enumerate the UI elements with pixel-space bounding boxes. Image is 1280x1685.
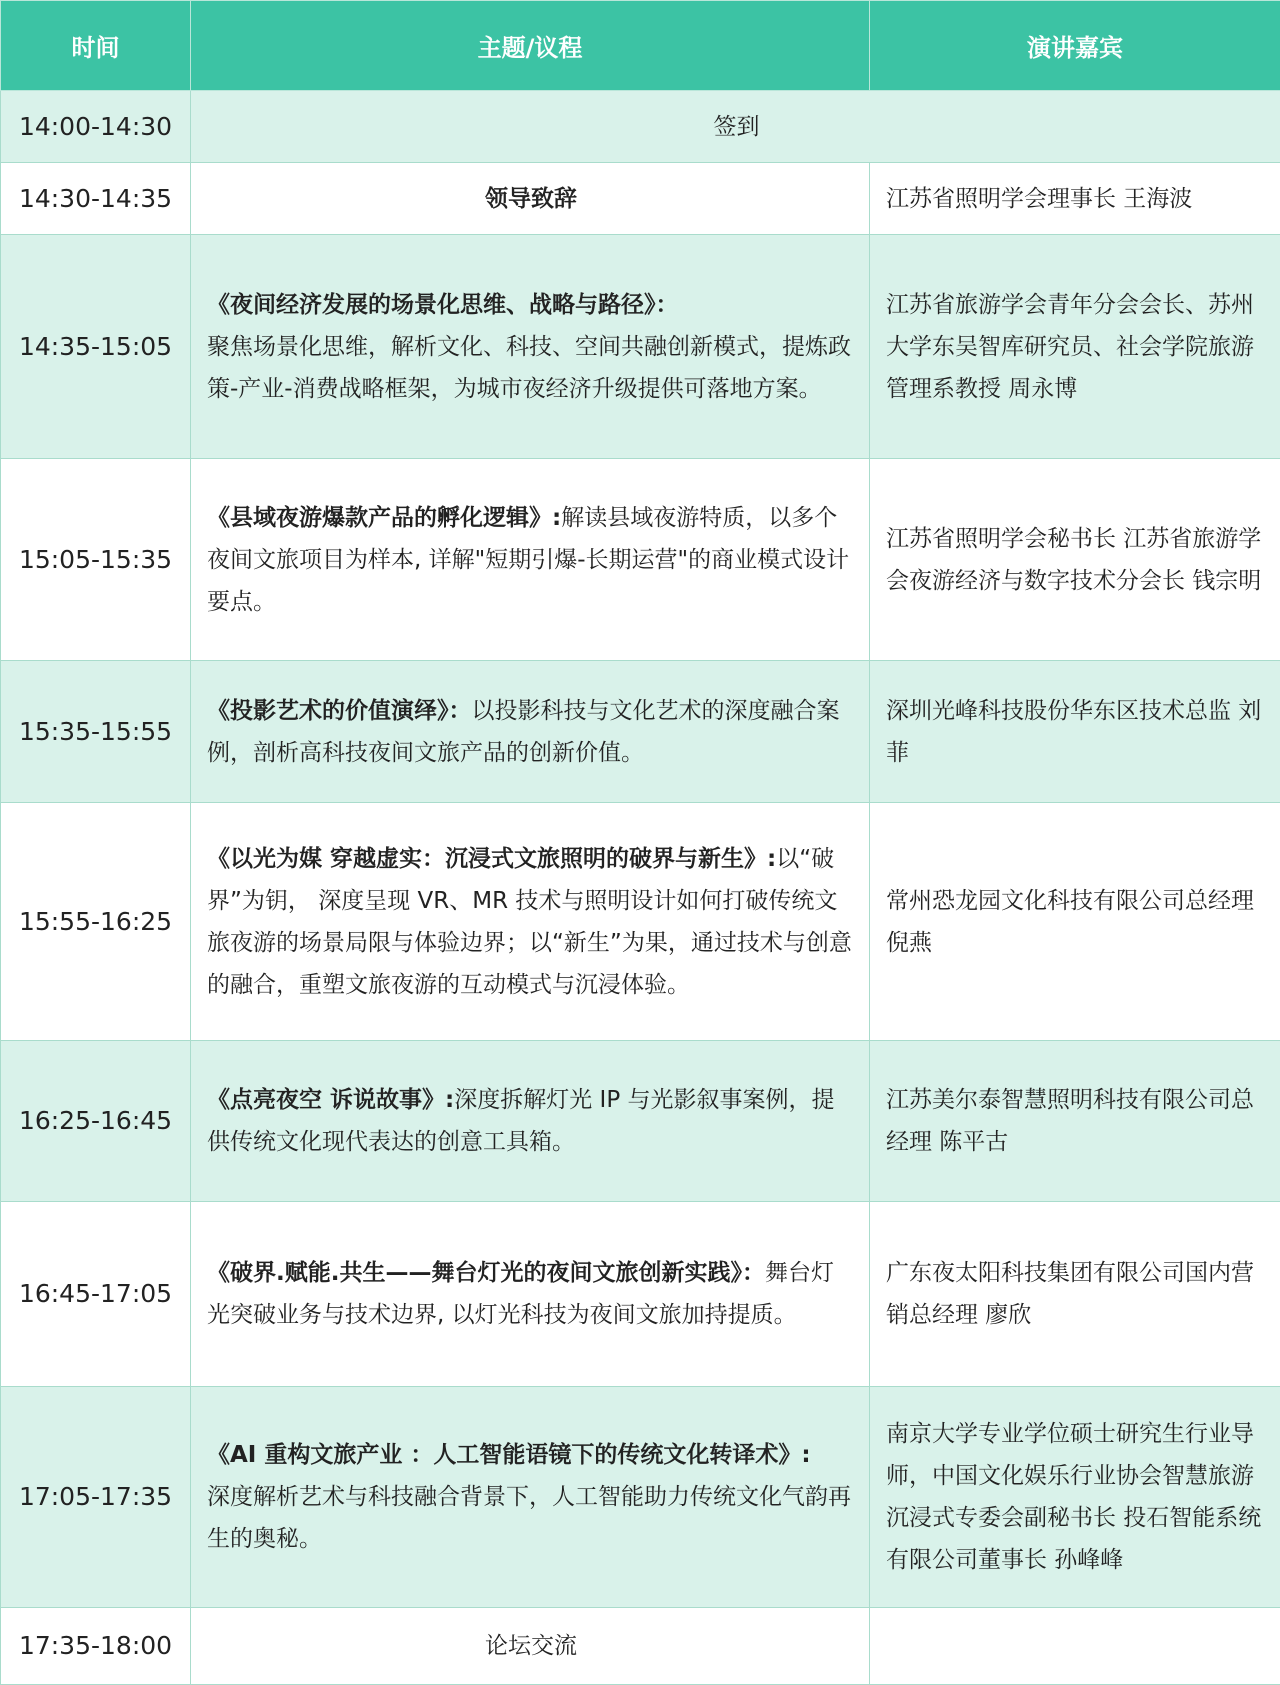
row-label: 论坛交流 bbox=[191, 1608, 870, 1685]
row-label: 领导致辞 bbox=[485, 185, 577, 212]
row-speaker: 南京大学专业学位硕士研究生行业导师，中国文化娱乐行业协会智慧旅游沉浸式专委会副秘书长 投石智能系统有限公司董事长 孙峰峰 bbox=[870, 1387, 1280, 1608]
topic-desc: 深度解析艺术与科技融合背景下，人工智能助力传统文化气韵再生的奥秘。 bbox=[207, 1484, 851, 1552]
row-topic bbox=[191, 803, 870, 1041]
row-topic bbox=[191, 1202, 870, 1387]
topic-title: 《点亮夜空 诉说故事》: bbox=[207, 1087, 455, 1113]
table-row bbox=[1, 1608, 1280, 1685]
topic-desc: 解读县域夜游特质，以多个夜间文旅项目为样本, 详解"短期引爆-长期运营"的商业模式设计要点。 bbox=[207, 504, 850, 615]
row-time: 17:05-17:35 bbox=[1, 1387, 191, 1608]
row-speaker: 广东夜太阳科技集团有限公司国内营销总经理 廖欣 bbox=[870, 1202, 1280, 1387]
row-time: 15:35-15:55 bbox=[1, 661, 191, 803]
header-time: 时间 bbox=[1, 1, 191, 91]
row-time: 14:30-14:35 bbox=[1, 163, 191, 235]
row-label: 签到 bbox=[191, 91, 1280, 163]
row-speaker: 江苏美尔泰智慧照明科技有限公司总经理 陈平古 bbox=[870, 1041, 1280, 1202]
topic-title: 《以光为媒 穿越虚实：沉浸式文旅照明的破界与新生》: bbox=[207, 845, 777, 872]
row-topic bbox=[191, 661, 870, 803]
table-row bbox=[1, 235, 1280, 459]
topic-desc: 以“破界”为钥， 深度呈现 VR、MR 技术与照明设计如何打破传统文旅夜游的场景局限与体验边界；以“新生”为果，通过技术与创意的融合，重塑文旅夜游的互动模式与沉浸体验。 bbox=[207, 845, 852, 998]
table-row bbox=[1, 91, 1280, 163]
row-topic bbox=[191, 1041, 870, 1202]
table-row bbox=[1, 1202, 1280, 1387]
row-time: 17:35-18:00 bbox=[1, 1608, 191, 1685]
row-topic bbox=[191, 163, 870, 235]
table-row bbox=[1, 803, 1280, 1041]
row-speaker: 深圳光峰科技股份华东区技术总监 刘菲 bbox=[870, 661, 1280, 803]
topic-desc: 深度拆解灯光 IP 与光影叙事案例，提供传统文化现代表达的创意工具箱。 bbox=[207, 1087, 835, 1155]
row-topic bbox=[191, 1387, 870, 1608]
header-row bbox=[1, 1, 1280, 91]
row-time: 16:25-16:45 bbox=[1, 1041, 191, 1202]
row-time: 15:05-15:35 bbox=[1, 459, 191, 661]
row-topic bbox=[191, 235, 870, 459]
row-speaker: 江苏省照明学会秘书长 江苏省旅游学会夜游经济与数字技术分会长 钱宗明 bbox=[870, 459, 1280, 661]
row-time: 14:00-14:30 bbox=[1, 91, 191, 163]
table-row bbox=[1, 163, 1280, 235]
topic-desc: 舞台灯光突破业务与技术边界, 以灯光科技为夜间文旅加持提质。 bbox=[207, 1260, 834, 1328]
row-speaker: 江苏省旅游学会青年分会会长、苏州大学东吴智库研究员、社会学院旅游管理系教授 周永博 bbox=[870, 235, 1280, 459]
header-speaker: 演讲嘉宾 bbox=[870, 1, 1280, 91]
table-row bbox=[1, 1387, 1280, 1608]
row-time: 15:55-16:25 bbox=[1, 803, 191, 1041]
topic-title: 《投影艺术的价值演绎》： bbox=[207, 697, 472, 724]
row-speaker bbox=[870, 1608, 1280, 1685]
table-row bbox=[1, 661, 1280, 803]
row-topic bbox=[191, 459, 870, 661]
topic-title: 《夜间经济发展的场景化思维、战略与路径》： bbox=[207, 291, 679, 318]
topic-desc: 聚焦场景化思维，解析文化、科技、空间共融创新模式，提炼政策-产业-消费战略框架，为城市夜经济升级提供可落地方案。 bbox=[207, 333, 851, 402]
table-row bbox=[1, 459, 1280, 661]
row-speaker: 常州恐龙园文化科技有限公司总经理 倪燕 bbox=[870, 803, 1280, 1041]
row-time: 16:45-17:05 bbox=[1, 1202, 191, 1387]
header-topic: 主题/议程 bbox=[191, 1, 870, 91]
topic-title: 《县域夜游爆款产品的孵化逻辑》: bbox=[207, 504, 562, 531]
row-speaker: 江苏省照明学会理事长 王海波 bbox=[870, 163, 1280, 235]
topic-title: 《破界.赋能.共生——舞台灯光的夜间文旅创新实践》： bbox=[207, 1260, 765, 1286]
table-row bbox=[1, 1041, 1280, 1202]
row-time: 14:35-15:05 bbox=[1, 235, 191, 459]
topic-title: 《AI 重构文旅产业 ：人工智能语镜下的传统文化转译术》: bbox=[207, 1442, 811, 1468]
topic-desc: 以投影科技与文化艺术的深度融合案例，剖析高科技夜间文旅产品的创新价值。 bbox=[207, 697, 840, 766]
